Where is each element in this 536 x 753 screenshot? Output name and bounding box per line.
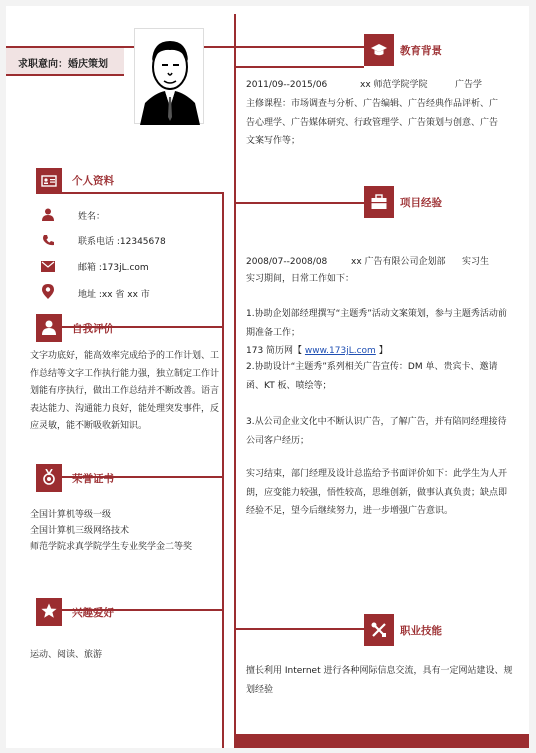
project-item-3: 3.从公司企业文化中不断认识广告，了解广告，并有陪同经理接待公司客户经历； bbox=[246, 417, 507, 446]
eval-text: 文字功底好，能高效率完成给予的工作计划、工作总结等文字工作执行能力强，独立制定工作计划能有序执行，做出工作总结并不断改善。语言表达能力、沟通能力良好，能处理突发事件，反应灵敏，能不断吸收新知识。 bbox=[30, 351, 220, 431]
address-text: 地址 :xx 省 xx 市 bbox=[78, 290, 150, 300]
person-icon bbox=[42, 208, 54, 221]
project-item-2: 2.协助设计“主题秀”系列相关广告宣传：DM 单、贵宾卡、邀请函、KT 板、喷绘等； bbox=[246, 362, 498, 391]
link-prefix: 173 简历网【 bbox=[246, 346, 303, 356]
honor-item: 全国计算机等级一级 bbox=[30, 510, 112, 520]
honors-title: 荣誉证书 bbox=[72, 473, 114, 485]
profile-photo bbox=[134, 28, 204, 124]
job-intent: 求职意向：婚庆策划 bbox=[18, 59, 108, 70]
honors-section-icon bbox=[36, 464, 62, 492]
personal-title: 个人资料 bbox=[72, 175, 114, 187]
honors-top-line bbox=[36, 476, 224, 478]
skills-top-line bbox=[234, 628, 364, 630]
personal-top-line bbox=[36, 192, 224, 194]
eval-section-icon bbox=[36, 314, 62, 342]
job-intent-box bbox=[6, 46, 124, 76]
eval-top-line bbox=[36, 326, 224, 328]
edu-top-line bbox=[234, 66, 364, 68]
header-line-left bbox=[124, 46, 134, 48]
location-pin-icon bbox=[42, 284, 54, 299]
edu-period: 2011/09--2015/06 bbox=[246, 80, 328, 90]
phone-icon bbox=[42, 234, 55, 247]
skills-section-icon bbox=[364, 614, 394, 646]
portrait-image bbox=[135, 29, 205, 125]
project-link-line bbox=[246, 345, 388, 357]
honor-item: 师范学院求真学院学生专业奖学金二等奖 bbox=[30, 542, 193, 552]
center-divider bbox=[234, 14, 236, 748]
resume-page bbox=[6, 6, 529, 748]
medal-icon bbox=[41, 469, 57, 485]
edu-school: xx 师范学院学院 bbox=[360, 80, 428, 90]
education-section-icon bbox=[364, 34, 394, 66]
personal-section-icon bbox=[36, 168, 62, 192]
project-company: xx 广告有限公司企划部 bbox=[351, 257, 446, 267]
tools-icon bbox=[371, 622, 387, 638]
phone-text: 联系电话 :12345678 bbox=[78, 237, 166, 247]
project-section-icon bbox=[364, 186, 394, 218]
name-label: 姓名： bbox=[78, 212, 106, 222]
honor-item: 全国计算机三级网络技术 bbox=[30, 526, 130, 536]
email-text: 邮箱 :173jL.com bbox=[78, 263, 149, 273]
project-item-1: 1.协助企划部经理撰写“主题秀”活动文案策划，参与主题秀活动前期准备工作； bbox=[246, 309, 507, 338]
left-frame-line bbox=[222, 192, 224, 748]
link-suffix: 】 bbox=[378, 346, 388, 356]
project-role: 实习生 bbox=[462, 257, 490, 267]
education-title: 教育背景 bbox=[400, 45, 442, 57]
id-card-icon bbox=[41, 173, 57, 189]
header-line-right bbox=[204, 46, 364, 48]
hobbies-section-icon bbox=[36, 598, 62, 626]
graduation-cap-icon bbox=[371, 42, 387, 58]
hobbies-title: 兴趣爱好 bbox=[72, 607, 114, 619]
website-link[interactable]: www.173jL.com bbox=[304, 346, 376, 356]
skills-title: 职业技能 bbox=[400, 625, 442, 637]
skills-text: 擅长利用 Internet 进行各种网际信息交流，具有一定网站建设、规划经验 bbox=[246, 666, 513, 695]
mail-icon bbox=[41, 261, 55, 272]
project-title: 项目经验 bbox=[400, 197, 442, 209]
bottom-band bbox=[234, 734, 529, 748]
project-period: 2008/07--2008/08 bbox=[246, 257, 328, 267]
edu-courses: 主修课程：市场调查与分析、广告编辑、广告经典作品评析、广告心理学、广告媒体研究、行政管理学、广告策划与创意、广告文案写作等； bbox=[246, 99, 499, 146]
project-summary: 实习结束，部门经理及设计总监给予书面评价如下：此学生为人开朗，应变能力较强，悟性较高，思维创新，做事认真负责；缺点即经验不足，望今后继续努力，进一步增强广告意识。 bbox=[246, 469, 508, 516]
person-silhouette-icon bbox=[41, 319, 57, 335]
briefcase-icon bbox=[371, 194, 387, 210]
star-icon bbox=[41, 603, 57, 619]
project-intro: 实习期间，日常工作如下： bbox=[246, 274, 355, 284]
edu-major: 广告学 bbox=[455, 80, 483, 90]
hobbies-top-line bbox=[36, 609, 224, 611]
eval-title: 自我评价 bbox=[72, 323, 114, 335]
hobbies-text: 运动、阅读、旅游 bbox=[30, 650, 103, 660]
project-top-line bbox=[234, 202, 364, 204]
